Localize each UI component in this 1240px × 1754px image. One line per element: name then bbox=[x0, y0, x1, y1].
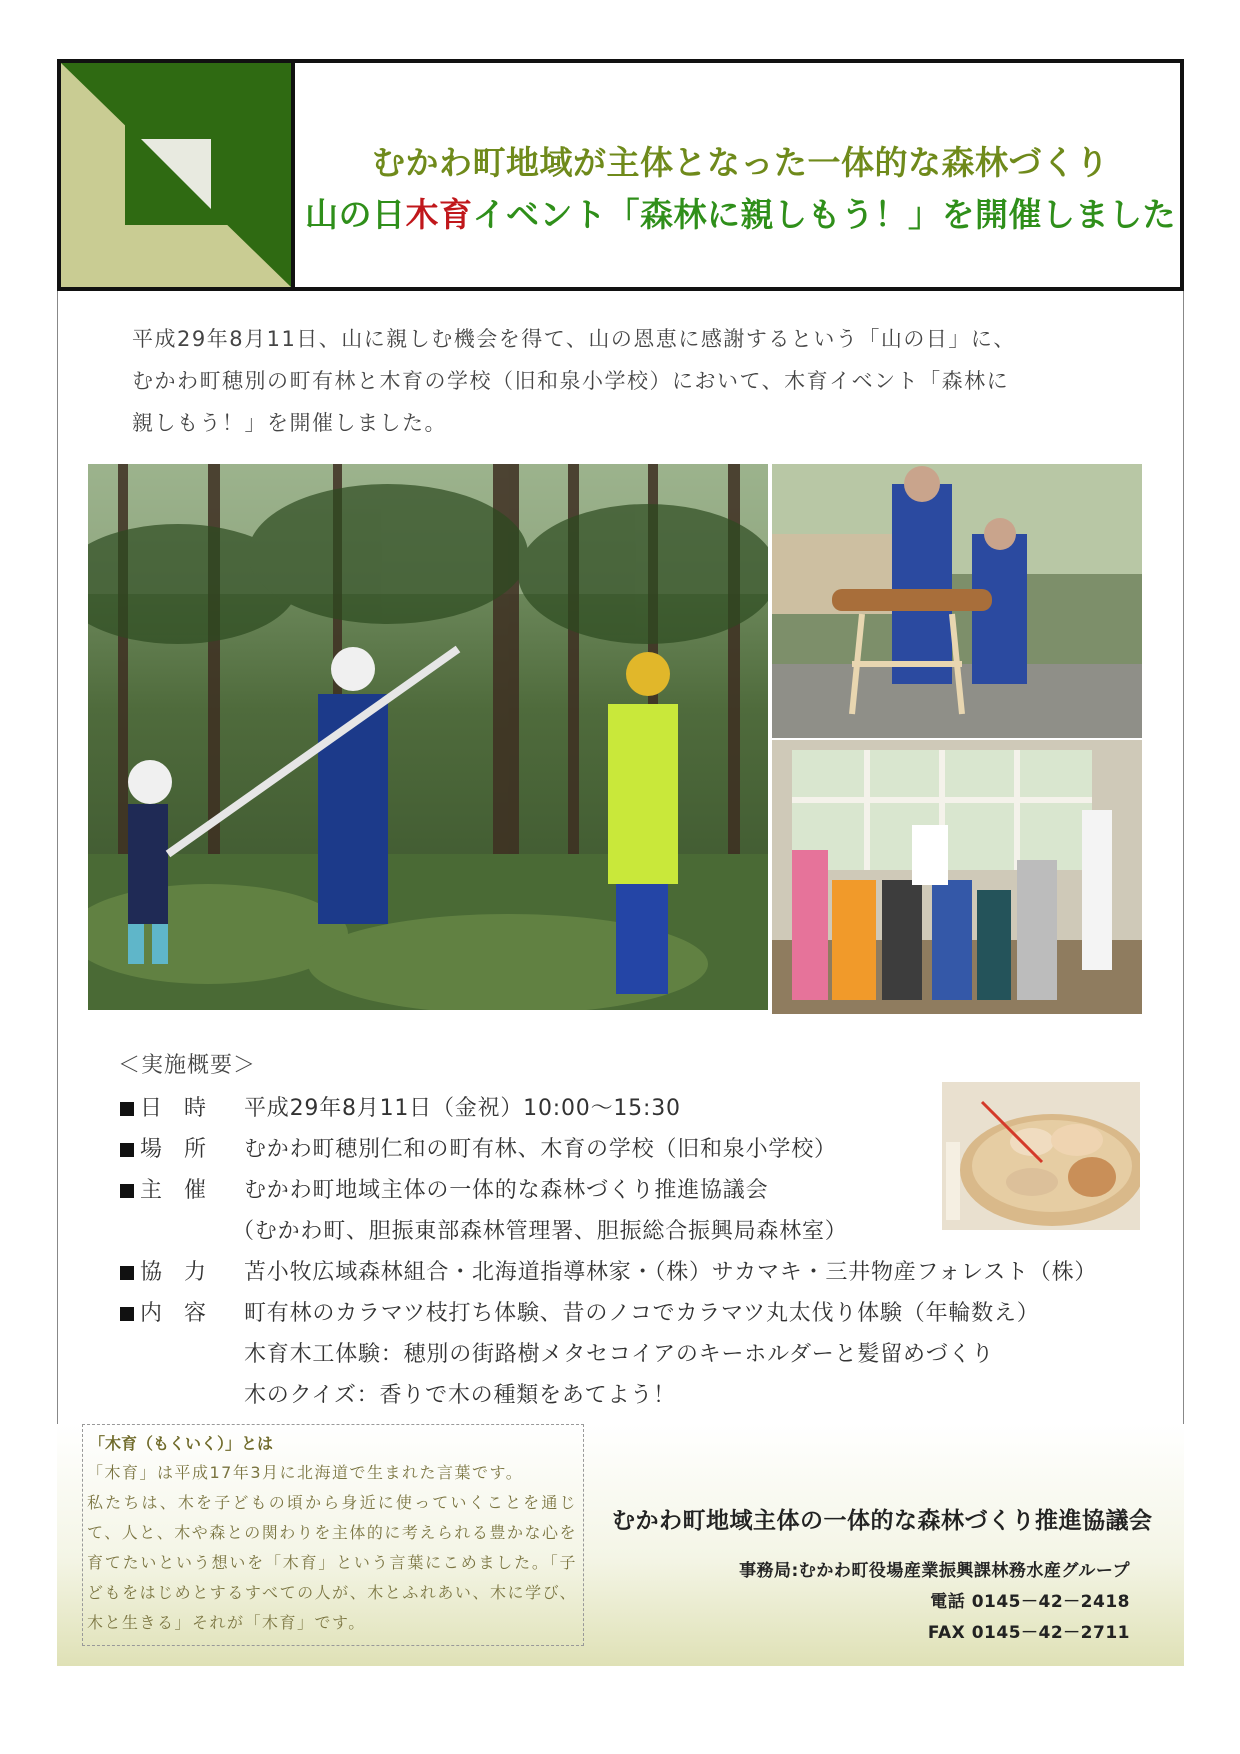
overview-row-content-3 bbox=[120, 1375, 1160, 1416]
overview-value: 木のクイズ：香りで木の種類をあてよう！ bbox=[244, 1383, 676, 1408]
overview-value: （むかわ町、胆振東部森林管理署、胆振総合振興局森林室） bbox=[232, 1219, 848, 1244]
overview-value: 木育木工体験：穂別の街路樹メタセコイアのキーホルダーと髪留めづくり bbox=[244, 1342, 995, 1367]
overview-heading: ＜実施概要＞ bbox=[118, 1053, 257, 1078]
phone-number: 電話 0145－42－2418 bbox=[930, 1592, 1130, 1612]
office-name: 事務局:むかわ町役場産業振興課林務水産グループ bbox=[739, 1561, 1130, 1581]
page-title-line1: むかわ町地域が主体となった一体的な森林づくり bbox=[372, 143, 1109, 182]
title-part-pre: 山の日 bbox=[305, 195, 406, 234]
title-area bbox=[301, 63, 1180, 287]
intro-line: 親しもう！」を開催しました。 bbox=[132, 411, 447, 435]
black-square-bullet-icon bbox=[120, 1184, 134, 1198]
forest-square-logo bbox=[61, 63, 295, 287]
black-square-bullet-icon bbox=[120, 1266, 134, 1280]
black-square-bullet-icon bbox=[120, 1307, 134, 1321]
overview-value: 平成29年8月11日（金祝）10:00～15:30 bbox=[244, 1096, 681, 1121]
page-title-line2 bbox=[301, 189, 1180, 236]
overview-value: 町有林のカラマツ枝打ち体験、昔のノコでカラマツ丸太伐り体験（年輪数え） bbox=[244, 1301, 1040, 1326]
overview-value: 苫小牧広域森林組合・北海道指導林家・（株）サカマキ・三井物産フォレスト（株） bbox=[244, 1260, 1098, 1285]
black-square-bullet-icon bbox=[120, 1102, 134, 1116]
header bbox=[57, 59, 1184, 291]
mokuiku-body bbox=[87, 1458, 577, 1638]
overview-row-content bbox=[120, 1293, 1160, 1334]
wood-craft-photo bbox=[942, 1082, 1140, 1230]
intro-line: 平成29年8月11日、山に親しむ機会を得て、山の恩恵に感謝するという「山の日」に、 bbox=[132, 327, 1016, 351]
black-square-bullet-icon bbox=[120, 1143, 134, 1157]
mokuiku-box bbox=[82, 1424, 584, 1646]
organization-name: むかわ町地域主体の一体的な森林づくり推進協議会 bbox=[612, 1507, 1153, 1534]
overview-label: 内 容 bbox=[120, 1293, 230, 1334]
overview-label: 主 催 bbox=[120, 1170, 230, 1211]
mokuiku-title: 「木育（もくいく）」とは bbox=[89, 1434, 274, 1453]
mokuiku-paragraph: 「木育」は平成17年3月に北海道で生まれた言葉です。 bbox=[87, 1463, 524, 1482]
fax-number: FAX 0145－42－2711 bbox=[927, 1623, 1130, 1643]
overview-label: 日 時 bbox=[120, 1088, 230, 1129]
overview-label: 協 力 bbox=[120, 1252, 230, 1293]
overview-row-content-2 bbox=[120, 1334, 1160, 1375]
contact-info bbox=[739, 1556, 1130, 1649]
classroom-photo bbox=[772, 740, 1142, 1014]
title-part-post: イベント「森林に親しもう！」を開催しました bbox=[472, 195, 1176, 234]
log-sawing-photo bbox=[772, 464, 1142, 738]
overview-row-cooperation bbox=[120, 1252, 1160, 1293]
intro-paragraph bbox=[132, 318, 1122, 444]
title-part-red: 木育 bbox=[405, 195, 473, 234]
forest-pruning-photo bbox=[88, 464, 768, 1010]
intro-line: むかわ町穂別の町有林と木育の学校（旧和泉小学校）において、木育イベント「森林に bbox=[132, 369, 1010, 393]
overview-value: むかわ町地域主体の一体的な森林づくり推進協議会 bbox=[244, 1178, 769, 1203]
mokuiku-paragraph: 私たちは、木を子どもの頃から身近に使っていくことを通じて、人と、木や森との関わりを主体的に考えられる豊かな心を育てたいという想いを「木育」という言葉にこめました。「子どもをはじめとするすべての人が、木とふれあい、木に学び、木と生きる」それが「木育」です。 bbox=[87, 1493, 577, 1632]
overview-label: 場 所 bbox=[120, 1129, 230, 1170]
overview-value: むかわ町穂別仁和の町有林、木育の学校（旧和泉小学校） bbox=[244, 1137, 837, 1162]
